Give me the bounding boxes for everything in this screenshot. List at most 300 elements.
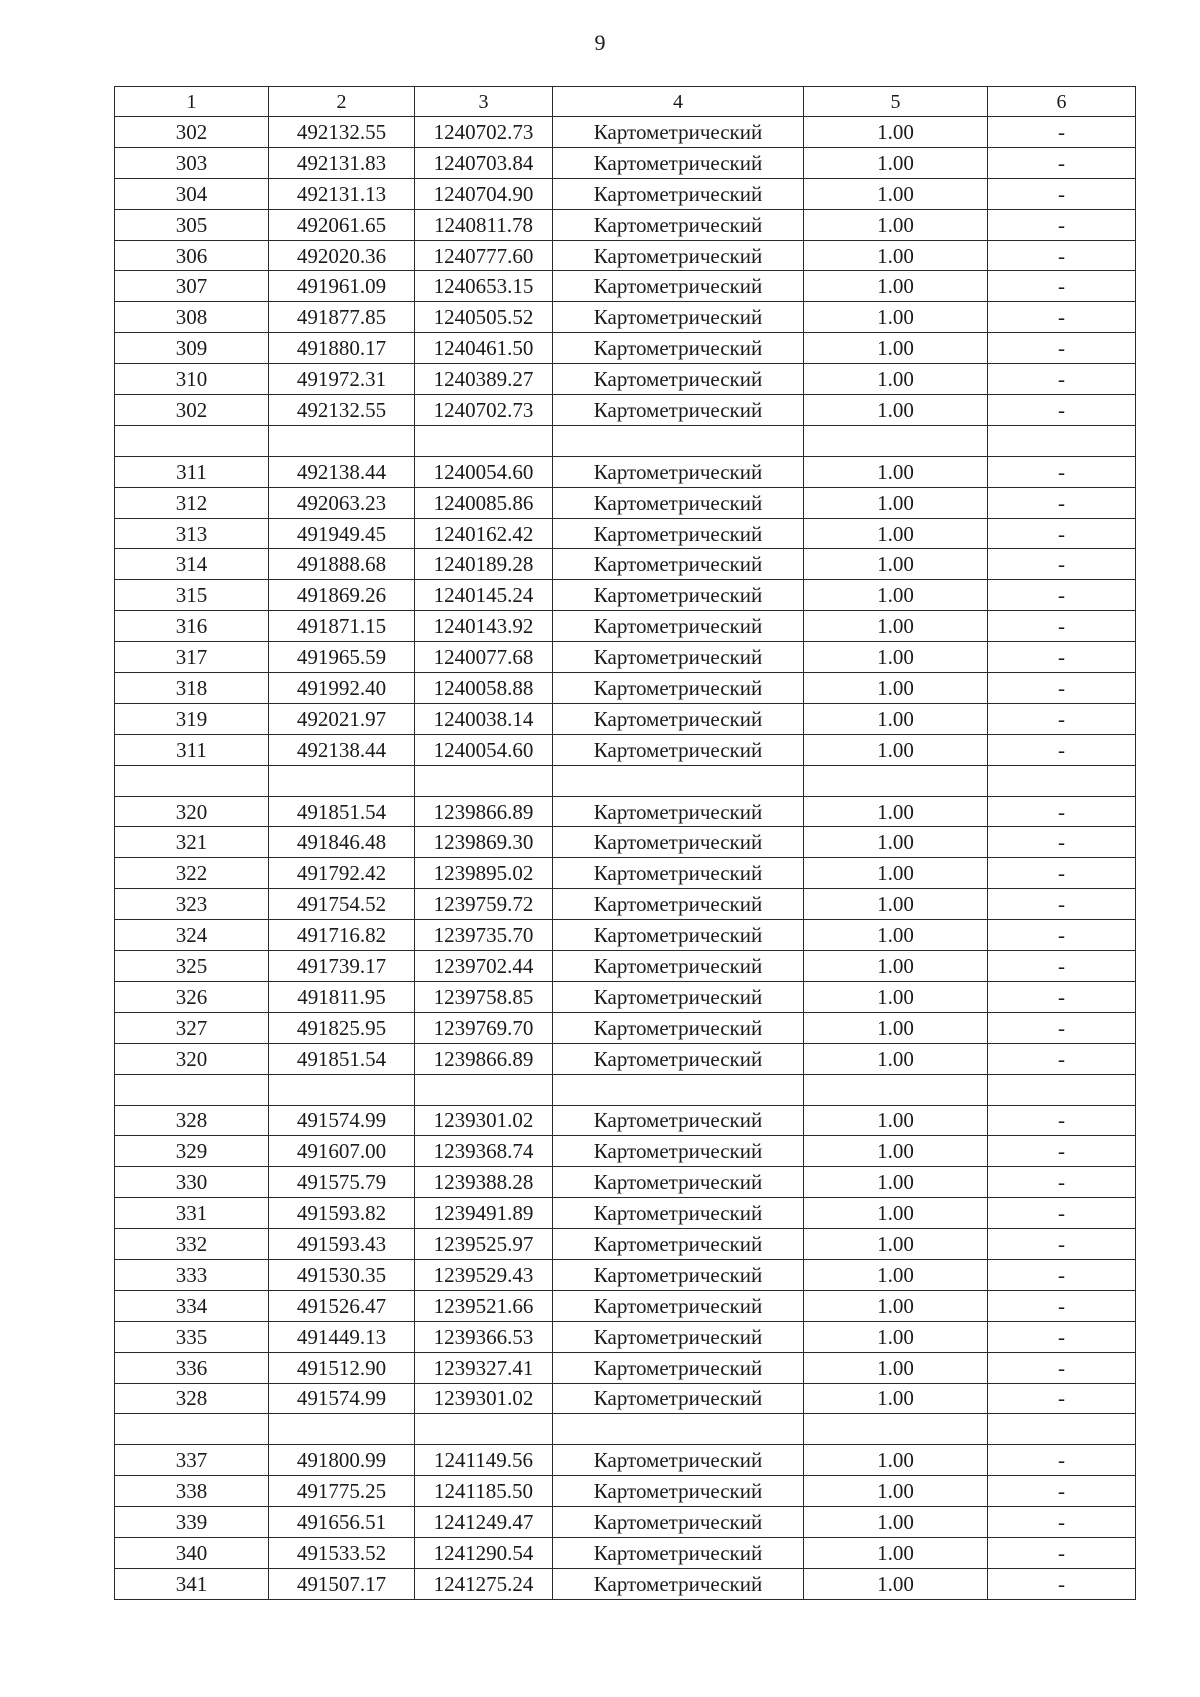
- accuracy-cell: 1.00: [804, 487, 988, 518]
- accuracy-cell: 1.00: [804, 1105, 988, 1136]
- note-cell: -: [988, 642, 1136, 673]
- x-coordinate-cell: 491593.43: [269, 1229, 415, 1260]
- table-row: [115, 456, 1136, 487]
- method-cell: Картометрический: [553, 333, 804, 364]
- column-header: 6: [988, 87, 1136, 117]
- method-cell: Картометрический: [553, 858, 804, 889]
- note-cell: -: [988, 920, 1136, 951]
- x-coordinate-cell: 491961.09: [269, 271, 415, 302]
- note-cell: -: [988, 1568, 1136, 1599]
- point-number-cell: 327: [115, 1012, 269, 1043]
- x-coordinate-cell: 491607.00: [269, 1136, 415, 1167]
- x-coordinate-cell: 491512.90: [269, 1352, 415, 1383]
- table-row: [115, 858, 1136, 889]
- method-cell: Картометрический: [553, 456, 804, 487]
- empty-cell: [804, 765, 988, 796]
- point-number-cell: 322: [115, 858, 269, 889]
- accuracy-cell: 1.00: [804, 1568, 988, 1599]
- accuracy-cell: 1.00: [804, 1476, 988, 1507]
- table-row: [115, 734, 1136, 765]
- x-coordinate-cell: 491800.99: [269, 1445, 415, 1476]
- x-coordinate-cell: 491754.52: [269, 889, 415, 920]
- point-number-cell: 332: [115, 1229, 269, 1260]
- column-header: 3: [415, 87, 553, 117]
- method-cell: Картометрический: [553, 580, 804, 611]
- x-coordinate-cell: 492132.55: [269, 117, 415, 148]
- x-coordinate-cell: 491992.40: [269, 673, 415, 704]
- y-coordinate-cell: 1239866.89: [415, 1043, 553, 1074]
- x-coordinate-cell: 492063.23: [269, 487, 415, 518]
- point-number-cell: 315: [115, 580, 269, 611]
- point-number-cell: 306: [115, 240, 269, 271]
- method-cell: Картометрический: [553, 642, 804, 673]
- note-cell: -: [988, 240, 1136, 271]
- table-row: [115, 178, 1136, 209]
- column-header: 1: [115, 87, 269, 117]
- note-cell: -: [988, 1383, 1136, 1414]
- method-cell: Картометрический: [553, 364, 804, 395]
- y-coordinate-cell: 1240811.78: [415, 209, 553, 240]
- point-number-cell: 336: [115, 1352, 269, 1383]
- group-separator-row: [115, 1074, 1136, 1105]
- x-coordinate-cell: 492132.55: [269, 395, 415, 426]
- point-number-cell: 328: [115, 1383, 269, 1414]
- table-row: [115, 889, 1136, 920]
- x-coordinate-cell: 491972.31: [269, 364, 415, 395]
- x-coordinate-cell: 491526.47: [269, 1290, 415, 1321]
- method-cell: Картометрический: [553, 827, 804, 858]
- point-number-cell: 324: [115, 920, 269, 951]
- accuracy-cell: 1.00: [804, 1198, 988, 1229]
- note-cell: -: [988, 1259, 1136, 1290]
- accuracy-cell: 1.00: [804, 580, 988, 611]
- x-coordinate-cell: 491530.35: [269, 1259, 415, 1290]
- note-cell: -: [988, 611, 1136, 642]
- empty-cell: [988, 1074, 1136, 1105]
- accuracy-cell: 1.00: [804, 1167, 988, 1198]
- table-row: [115, 611, 1136, 642]
- x-coordinate-cell: 492138.44: [269, 456, 415, 487]
- note-cell: -: [988, 796, 1136, 827]
- empty-cell: [415, 1074, 553, 1105]
- table-row: [115, 1198, 1136, 1229]
- y-coordinate-cell: 1239368.74: [415, 1136, 553, 1167]
- accuracy-cell: 1.00: [804, 302, 988, 333]
- method-cell: Картометрический: [553, 1352, 804, 1383]
- note-cell: -: [988, 518, 1136, 549]
- x-coordinate-cell: 491574.99: [269, 1383, 415, 1414]
- accuracy-cell: 1.00: [804, 981, 988, 1012]
- method-cell: Картометрический: [553, 981, 804, 1012]
- note-cell: -: [988, 549, 1136, 580]
- x-coordinate-cell: 491716.82: [269, 920, 415, 951]
- accuracy-cell: 1.00: [804, 1445, 988, 1476]
- y-coordinate-cell: 1240054.60: [415, 456, 553, 487]
- note-cell: -: [988, 1537, 1136, 1568]
- point-number-cell: 311: [115, 456, 269, 487]
- y-coordinate-cell: 1239895.02: [415, 858, 553, 889]
- x-coordinate-cell: 492061.65: [269, 209, 415, 240]
- table-row: [115, 1507, 1136, 1538]
- method-cell: Картометрический: [553, 549, 804, 580]
- note-cell: -: [988, 271, 1136, 302]
- y-coordinate-cell: 1241275.24: [415, 1568, 553, 1599]
- table-row: [115, 1321, 1136, 1352]
- empty-cell: [804, 425, 988, 456]
- method-cell: Картометрический: [553, 703, 804, 734]
- empty-cell: [415, 425, 553, 456]
- accuracy-cell: 1.00: [804, 1136, 988, 1167]
- point-number-cell: 340: [115, 1537, 269, 1568]
- group-separator-row: [115, 1414, 1136, 1445]
- y-coordinate-cell: 1240389.27: [415, 364, 553, 395]
- empty-cell: [988, 425, 1136, 456]
- note-cell: -: [988, 1290, 1136, 1321]
- point-number-cell: 320: [115, 796, 269, 827]
- x-coordinate-cell: 491869.26: [269, 580, 415, 611]
- table-row: [115, 1476, 1136, 1507]
- table-row: [115, 796, 1136, 827]
- accuracy-cell: 1.00: [804, 364, 988, 395]
- y-coordinate-cell: 1241249.47: [415, 1507, 553, 1538]
- x-coordinate-cell: 491575.79: [269, 1167, 415, 1198]
- method-cell: Картометрический: [553, 1476, 804, 1507]
- method-cell: Картометрический: [553, 487, 804, 518]
- empty-cell: [415, 765, 553, 796]
- note-cell: -: [988, 580, 1136, 611]
- note-cell: -: [988, 734, 1136, 765]
- accuracy-cell: 1.00: [804, 1352, 988, 1383]
- method-cell: Картометрический: [553, 1445, 804, 1476]
- table-row: [115, 549, 1136, 580]
- point-number-cell: 302: [115, 117, 269, 148]
- y-coordinate-cell: 1241290.54: [415, 1537, 553, 1568]
- y-coordinate-cell: 1240077.68: [415, 642, 553, 673]
- note-cell: -: [988, 1043, 1136, 1074]
- accuracy-cell: 1.00: [804, 827, 988, 858]
- column-header: 5: [804, 87, 988, 117]
- accuracy-cell: 1.00: [804, 1259, 988, 1290]
- table-row: [115, 147, 1136, 178]
- accuracy-cell: 1.00: [804, 642, 988, 673]
- empty-cell: [553, 425, 804, 456]
- table-row: [115, 1167, 1136, 1198]
- table-row: [115, 302, 1136, 333]
- note-cell: -: [988, 333, 1136, 364]
- method-cell: Картометрический: [553, 1012, 804, 1043]
- note-cell: -: [988, 1476, 1136, 1507]
- table-row: [115, 117, 1136, 148]
- method-cell: Картометрический: [553, 117, 804, 148]
- accuracy-cell: 1.00: [804, 673, 988, 704]
- y-coordinate-cell: 1239529.43: [415, 1259, 553, 1290]
- table-row: [115, 981, 1136, 1012]
- y-coordinate-cell: 1240085.86: [415, 487, 553, 518]
- table-row: [115, 209, 1136, 240]
- point-number-cell: 307: [115, 271, 269, 302]
- method-cell: Картометрический: [553, 178, 804, 209]
- y-coordinate-cell: 1239366.53: [415, 1321, 553, 1352]
- accuracy-cell: 1.00: [804, 1507, 988, 1538]
- table-row: [115, 1043, 1136, 1074]
- point-number-cell: 326: [115, 981, 269, 1012]
- empty-cell: [804, 1074, 988, 1105]
- method-cell: Картометрический: [553, 240, 804, 271]
- table-row: [115, 1012, 1136, 1043]
- note-cell: -: [988, 456, 1136, 487]
- x-coordinate-cell: 491507.17: [269, 1568, 415, 1599]
- y-coordinate-cell: 1240054.60: [415, 734, 553, 765]
- empty-cell: [115, 765, 269, 796]
- x-coordinate-cell: 491811.95: [269, 981, 415, 1012]
- x-coordinate-cell: 491739.17: [269, 951, 415, 982]
- method-cell: Картометрический: [553, 1383, 804, 1414]
- x-coordinate-cell: 491851.54: [269, 796, 415, 827]
- x-coordinate-cell: 491449.13: [269, 1321, 415, 1352]
- y-coordinate-cell: 1240702.73: [415, 117, 553, 148]
- note-cell: -: [988, 1352, 1136, 1383]
- x-coordinate-cell: 491871.15: [269, 611, 415, 642]
- method-cell: Картометрический: [553, 1537, 804, 1568]
- accuracy-cell: 1.00: [804, 1383, 988, 1414]
- accuracy-cell: 1.00: [804, 951, 988, 982]
- note-cell: -: [988, 487, 1136, 518]
- method-cell: Картометрический: [553, 1290, 804, 1321]
- table-row: [115, 487, 1136, 518]
- point-number-cell: 339: [115, 1507, 269, 1538]
- y-coordinate-cell: 1240162.42: [415, 518, 553, 549]
- accuracy-cell: 1.00: [804, 178, 988, 209]
- table-row: [115, 1383, 1136, 1414]
- y-coordinate-cell: 1240703.84: [415, 147, 553, 178]
- point-number-cell: 323: [115, 889, 269, 920]
- group-separator-row: [115, 765, 1136, 796]
- x-coordinate-cell: 492131.83: [269, 147, 415, 178]
- empty-cell: [115, 1414, 269, 1445]
- table-row: [115, 364, 1136, 395]
- method-cell: Картометрический: [553, 1167, 804, 1198]
- note-cell: -: [988, 1321, 1136, 1352]
- x-coordinate-cell: 492020.36: [269, 240, 415, 271]
- accuracy-cell: 1.00: [804, 395, 988, 426]
- method-cell: Картометрический: [553, 271, 804, 302]
- accuracy-cell: 1.00: [804, 549, 988, 580]
- point-number-cell: 328: [115, 1105, 269, 1136]
- group-separator-row: [115, 425, 1136, 456]
- empty-cell: [553, 1074, 804, 1105]
- note-cell: -: [988, 178, 1136, 209]
- point-number-cell: 335: [115, 1321, 269, 1352]
- note-cell: -: [988, 951, 1136, 982]
- table-row: [115, 271, 1136, 302]
- method-cell: Картометрический: [553, 734, 804, 765]
- point-number-cell: 325: [115, 951, 269, 982]
- point-number-cell: 305: [115, 209, 269, 240]
- table-row: [115, 703, 1136, 734]
- point-number-cell: 338: [115, 1476, 269, 1507]
- x-coordinate-cell: 491574.99: [269, 1105, 415, 1136]
- page-number: 9: [594, 30, 606, 55]
- table-row: [115, 1352, 1136, 1383]
- point-number-cell: 312: [115, 487, 269, 518]
- table-row: [115, 1229, 1136, 1260]
- table-row: [115, 920, 1136, 951]
- accuracy-cell: 1.00: [804, 456, 988, 487]
- accuracy-cell: 1.00: [804, 1537, 988, 1568]
- note-cell: -: [988, 858, 1136, 889]
- table-row: [115, 395, 1136, 426]
- method-cell: Картометрический: [553, 302, 804, 333]
- note-cell: -: [988, 1167, 1136, 1198]
- y-coordinate-cell: 1240143.92: [415, 611, 553, 642]
- method-cell: Картометрический: [553, 889, 804, 920]
- note-cell: -: [988, 395, 1136, 426]
- point-number-cell: 330: [115, 1167, 269, 1198]
- y-coordinate-cell: 1240038.14: [415, 703, 553, 734]
- point-number-cell: 302: [115, 395, 269, 426]
- empty-cell: [553, 765, 804, 796]
- point-number-cell: 309: [115, 333, 269, 364]
- method-cell: Картометрический: [553, 796, 804, 827]
- y-coordinate-cell: 1239759.72: [415, 889, 553, 920]
- method-cell: Картометрический: [553, 1105, 804, 1136]
- note-cell: -: [988, 147, 1136, 178]
- x-coordinate-cell: 491888.68: [269, 549, 415, 580]
- empty-cell: [115, 1074, 269, 1105]
- note-cell: -: [988, 364, 1136, 395]
- x-coordinate-cell: 491775.25: [269, 1476, 415, 1507]
- table-row: [115, 1290, 1136, 1321]
- x-coordinate-cell: 491825.95: [269, 1012, 415, 1043]
- point-number-cell: 303: [115, 147, 269, 178]
- y-coordinate-cell: 1239769.70: [415, 1012, 553, 1043]
- accuracy-cell: 1.00: [804, 209, 988, 240]
- note-cell: -: [988, 827, 1136, 858]
- x-coordinate-cell: 492021.97: [269, 703, 415, 734]
- x-coordinate-cell: 492131.13: [269, 178, 415, 209]
- y-coordinate-cell: 1240704.90: [415, 178, 553, 209]
- y-coordinate-cell: 1240777.60: [415, 240, 553, 271]
- note-cell: -: [988, 1229, 1136, 1260]
- y-coordinate-cell: 1239758.85: [415, 981, 553, 1012]
- method-cell: Картометрический: [553, 1198, 804, 1229]
- x-coordinate-cell: 492138.44: [269, 734, 415, 765]
- empty-cell: [988, 1414, 1136, 1445]
- note-cell: -: [988, 889, 1136, 920]
- point-number-cell: 318: [115, 673, 269, 704]
- note-cell: -: [988, 673, 1136, 704]
- accuracy-cell: 1.00: [804, 1229, 988, 1260]
- note-cell: -: [988, 981, 1136, 1012]
- note-cell: -: [988, 1105, 1136, 1136]
- x-coordinate-cell: 491880.17: [269, 333, 415, 364]
- method-cell: Картометрический: [553, 673, 804, 704]
- y-coordinate-cell: 1240058.88: [415, 673, 553, 704]
- coordinates-table-body: [115, 87, 1136, 1600]
- accuracy-cell: 1.00: [804, 1043, 988, 1074]
- accuracy-cell: 1.00: [804, 1012, 988, 1043]
- note-cell: -: [988, 209, 1136, 240]
- method-cell: Картометрический: [553, 1259, 804, 1290]
- column-header: 4: [553, 87, 804, 117]
- y-coordinate-cell: 1239388.28: [415, 1167, 553, 1198]
- y-coordinate-cell: 1239869.30: [415, 827, 553, 858]
- point-number-cell: 321: [115, 827, 269, 858]
- y-coordinate-cell: 1239866.89: [415, 796, 553, 827]
- accuracy-cell: 1.00: [804, 271, 988, 302]
- x-coordinate-cell: 491792.42: [269, 858, 415, 889]
- y-coordinate-cell: 1239702.44: [415, 951, 553, 982]
- method-cell: Картометрический: [553, 1321, 804, 1352]
- x-coordinate-cell: 491877.85: [269, 302, 415, 333]
- empty-cell: [804, 1414, 988, 1445]
- x-coordinate-cell: 491656.51: [269, 1507, 415, 1538]
- accuracy-cell: 1.00: [804, 518, 988, 549]
- accuracy-cell: 1.00: [804, 333, 988, 364]
- table-row: [115, 518, 1136, 549]
- point-number-cell: 304: [115, 178, 269, 209]
- y-coordinate-cell: 1239327.41: [415, 1352, 553, 1383]
- x-coordinate-cell: 491593.82: [269, 1198, 415, 1229]
- note-cell: -: [988, 703, 1136, 734]
- point-number-cell: 329: [115, 1136, 269, 1167]
- y-coordinate-cell: 1239491.89: [415, 1198, 553, 1229]
- empty-cell: [269, 1414, 415, 1445]
- coordinates-table: [114, 86, 1136, 1600]
- table-row: [115, 1445, 1136, 1476]
- method-cell: Картометрический: [553, 1136, 804, 1167]
- y-coordinate-cell: 1241149.56: [415, 1445, 553, 1476]
- table-row: [115, 1136, 1136, 1167]
- point-number-cell: 333: [115, 1259, 269, 1290]
- accuracy-cell: 1.00: [804, 611, 988, 642]
- accuracy-cell: 1.00: [804, 1321, 988, 1352]
- y-coordinate-cell: 1239521.66: [415, 1290, 553, 1321]
- note-cell: -: [988, 302, 1136, 333]
- method-cell: Картометрический: [553, 951, 804, 982]
- accuracy-cell: 1.00: [804, 889, 988, 920]
- point-number-cell: 341: [115, 1568, 269, 1599]
- point-number-cell: 311: [115, 734, 269, 765]
- method-cell: Картометрический: [553, 395, 804, 426]
- note-cell: -: [988, 117, 1136, 148]
- y-coordinate-cell: 1239735.70: [415, 920, 553, 951]
- method-cell: Картометрический: [553, 1507, 804, 1538]
- y-coordinate-cell: 1240189.28: [415, 549, 553, 580]
- point-number-cell: 337: [115, 1445, 269, 1476]
- method-cell: Картометрический: [553, 920, 804, 951]
- note-cell: -: [988, 1136, 1136, 1167]
- note-cell: -: [988, 1507, 1136, 1538]
- y-coordinate-cell: 1239301.02: [415, 1105, 553, 1136]
- method-cell: Картометрический: [553, 1043, 804, 1074]
- point-number-cell: 334: [115, 1290, 269, 1321]
- x-coordinate-cell: 491949.45: [269, 518, 415, 549]
- table-row: [115, 240, 1136, 271]
- y-coordinate-cell: 1240653.15: [415, 271, 553, 302]
- accuracy-cell: 1.00: [804, 1290, 988, 1321]
- y-coordinate-cell: 1240461.50: [415, 333, 553, 364]
- y-coordinate-cell: 1239301.02: [415, 1383, 553, 1414]
- method-cell: Картометрический: [553, 611, 804, 642]
- column-header: 2: [269, 87, 415, 117]
- method-cell: Картометрический: [553, 147, 804, 178]
- point-number-cell: 313: [115, 518, 269, 549]
- table-row: [115, 333, 1136, 364]
- point-number-cell: 314: [115, 549, 269, 580]
- accuracy-cell: 1.00: [804, 858, 988, 889]
- accuracy-cell: 1.00: [804, 240, 988, 271]
